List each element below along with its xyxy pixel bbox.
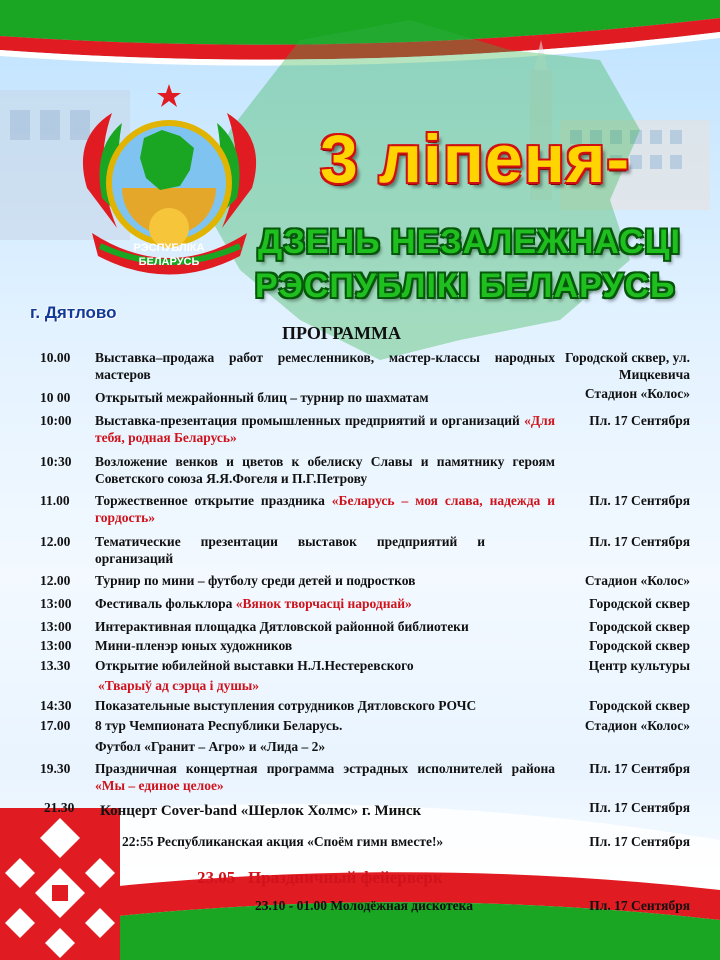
holiday-name-line1: ДЗЕНЬ НЕЗАЛЕЖНАСЦІ [258,223,681,261]
event-place: Пл. 17 Сентября [589,534,690,549]
event-time: 10 00 [40,390,71,405]
event-description: Мини-пленэр юных художников [95,638,293,653]
event-description: 22:55 Республиканская акция «Споём гимн вместе!» [122,834,444,849]
event-time: 10:30 [40,454,72,469]
event-description: 8 тур Чемпионата Республики Беларусь. [95,718,343,733]
state-emblem [62,78,277,278]
event-text: Торжественное открытие праздника [95,493,332,508]
emblem-ribbon-bottom: БЕЛАРУСЬ [138,256,200,268]
event-description [100,803,421,820]
event-highlight: «Беларусь – моя слава, надежда и гордость» [95,493,555,525]
event-highlight: «Тварыў ад сэрца і душы» [98,678,260,693]
event-description: Выставка–продажа работ ремесленников, мастер-классы народных мастеров [95,350,555,382]
event-place: Стадион «Колос» [584,386,690,401]
event-place: Городской сквер [589,638,690,653]
event-text: Праздничная концертная программа эстрадных исполнителей района [95,761,555,776]
event-text: Выставка-презентация промышленных предприятий и организаций [95,413,525,428]
event-description: 23.10 - 01.00 Молодёжная дискотека [255,898,473,913]
event-time: 13:00 [40,619,72,634]
event-place: Центр культуры [588,658,690,673]
event-place: Пл. 17 Сентября [589,834,690,849]
event-text: Концерт Cover-band «Шерлок Холмс» [100,803,359,819]
event-place: Городской сквер, ул. Мицкевича [564,350,690,382]
event-description: Интерактивная площадка Дятловской районной библиотеки [95,619,469,634]
event-time: 12.00 [40,534,71,549]
fireworks-announcement: 23.05 Праздничный фейерверк [197,868,443,887]
event-description: Тематические презентации выставок предприятий и организаций [95,534,485,566]
event-place: Городской сквер [589,596,690,611]
holiday-date: 3 ліпеня- [320,121,631,197]
emblem-ribbon-top: РЭСПУБЛІКА [133,242,205,254]
event-description: Открытый межрайонный блиц – турнир по шахматам [95,390,429,405]
holiday-name-line2: РЭСПУБЛІКІ БЕЛАРУСЬ [255,267,676,305]
event-highlight: «Мы – единое целое» [95,778,224,793]
event-time: 13:00 [40,638,72,653]
event-place: Пл. 17 Сентября [589,761,690,776]
event-description: Турнир по мини – футболу среди детей и подростков [95,573,416,588]
event-time: 21.30 [44,800,75,815]
town-name: г. Дятлово [30,303,117,322]
event-time: 19.30 [40,761,71,776]
event-description [95,412,555,446]
event-time: 17.00 [40,718,71,733]
event-place: Пл. 17 Сентября [589,800,690,815]
event-time: 10:00 [40,413,72,428]
event-suffix: г. Минск [358,803,422,819]
event-place: Пл. 17 Сентября [589,898,690,913]
event-description-line2: Футбол «Гранит – Агро» и «Лида – 2» [95,739,326,754]
event-time: 14:30 [40,698,72,713]
event-place: Городской сквер [589,619,690,634]
event-place: Стадион «Колос» [584,573,690,588]
event-text: Фестиваль фольклора [95,596,236,611]
event-highlight: «Для тебя, родная Беларусь» [95,413,555,445]
event-time: 13.30 [40,658,71,673]
event-time: 11.00 [40,493,70,508]
event-description: Возложение венков и цветов к обелиску Славы и памятнику героям Советского союза Я.Я.Фогеля и П.Г.Петрову [95,454,555,486]
event-description: Открытие юбилейной выставки Н.Л.Нестеревского [95,658,414,673]
event-description [95,492,555,526]
event-place: Пл. 17 Сентября [589,493,690,508]
event-description [95,595,555,612]
event-description: Показательные выступления сотрудников Дятловского РОЧС [95,698,477,713]
ornament-pattern [0,808,120,960]
event-time: 12.00 [40,573,71,588]
event-time: 10.00 [40,350,71,365]
program-title: ПРОГРАММА [282,323,402,343]
event-place: Пл. 17 Сентября [589,413,690,428]
event-place: Городской сквер [589,698,690,713]
event-highlight: «Вянок творчасці народнай» [235,596,412,611]
event-time: 13:00 [40,596,72,611]
event-place: Стадион «Колос» [584,718,690,733]
